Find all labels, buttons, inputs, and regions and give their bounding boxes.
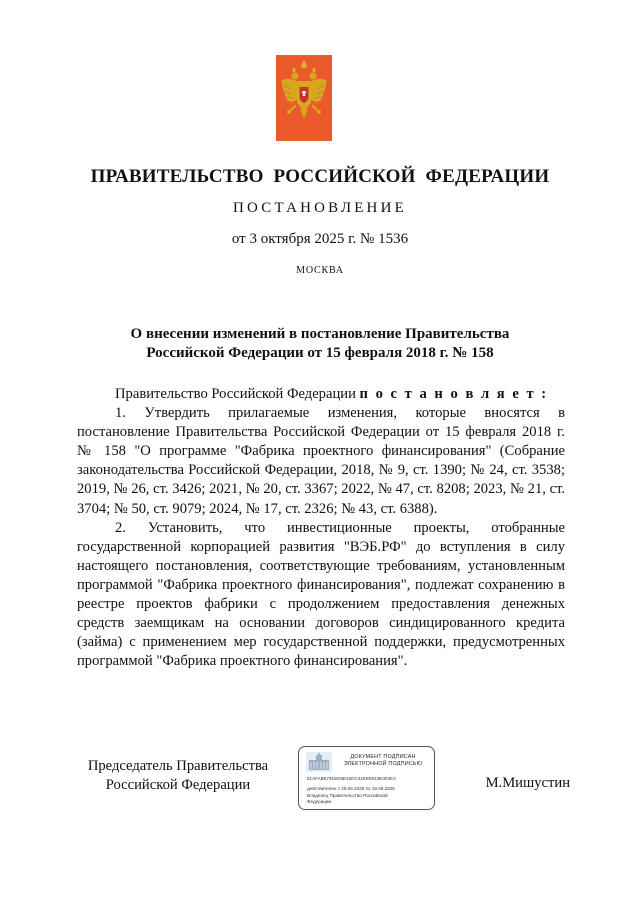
government-building-icon	[306, 752, 332, 772]
clause-1: 1. Утвердить прилагаемые изменения, которые вносятся в постановление Правительства Российской Федерации от 15 февраля 2018 г. № 158 "О программе "Фабрика проектного финансирования" (Собрание законодательства Российской Федерации, 2018, № 9, ст. 1390; № 24, ст. 3538; 2019, № 26, ст. 3426; 2021, № 20, ст. 3367; 2022, № 47, ст. 8208; 2023, № 21, ст. 3704; № 50, ст. 9079; 2024, № 17, ст. 2326; № 43, ст. 6388).	[77, 405, 565, 517]
electronic-signature-stamp	[298, 746, 435, 810]
stamp-title	[335, 754, 431, 768]
signatory-position-line-1: Председатель Правительства	[87, 758, 269, 774]
intro-verb: п о с т а н о в л я е т :	[359, 386, 549, 402]
stamp-title-line-1: ДОКУМЕНТ ПОДПИСАН	[350, 754, 416, 760]
document-city: МОСКВА	[296, 265, 344, 276]
clause-2: 2. Установить, что инвестиционные проекты, отобранные государственной корпорацией развития "ВЭБ.РФ" до вступления в силу настоящего постановления, соответствующие требованиям, установленным программой "Фабрика проектного финансирования", подлежат сохранению в реестре проектов фабрики с продолжением предоставления денежных средств заемщикам на основании договоров синдицированного кредита (займа) с применением мер государственной поддержки, предусмотренных программой "Фабрика проектного финансирования".	[77, 519, 565, 670]
signatory-name: М.Мишустин	[485, 775, 570, 791]
stamp-certificate: 51AFA8B781ED6E42DC41EE5043E303E3	[307, 776, 396, 781]
document-body	[77, 385, 565, 671]
intro-subject: Правительство Российской Федерации	[115, 386, 356, 402]
signatory-position-line-2: Российской Федерации	[105, 777, 251, 793]
document-date-number: от 3 октября 2025 г. № 1536	[231, 231, 409, 247]
stamp-owner-line-1: Владелец Правительство Российской	[307, 793, 388, 798]
document-type: ПОСТАНОВЛЕНИЕ	[233, 200, 407, 216]
double-headed-eagle-icon	[276, 55, 332, 141]
signatory-position	[78, 757, 278, 795]
stamp-owner-line-2: Федерации	[307, 799, 332, 804]
intro-paragraph	[77, 385, 565, 404]
stamp-validity: действителен с 26.06.2025 по 19.09.2026	[307, 786, 395, 791]
document-heading	[80, 325, 560, 363]
coat-of-arms-emblem	[276, 55, 332, 141]
government-title: ПРАВИТЕЛЬСТВО РОССИЙСКОЙ ФЕДЕРАЦИИ	[90, 166, 550, 187]
heading-line-2: Российской Федерации от 15 февраля 2018 г. № 158	[146, 345, 494, 361]
heading-line-1: О внесении изменений в постановление Правительства	[130, 326, 510, 342]
stamp-title-line-2: ЭЛЕКТРОННОЙ ПОДПИСЬЮ	[343, 761, 423, 767]
